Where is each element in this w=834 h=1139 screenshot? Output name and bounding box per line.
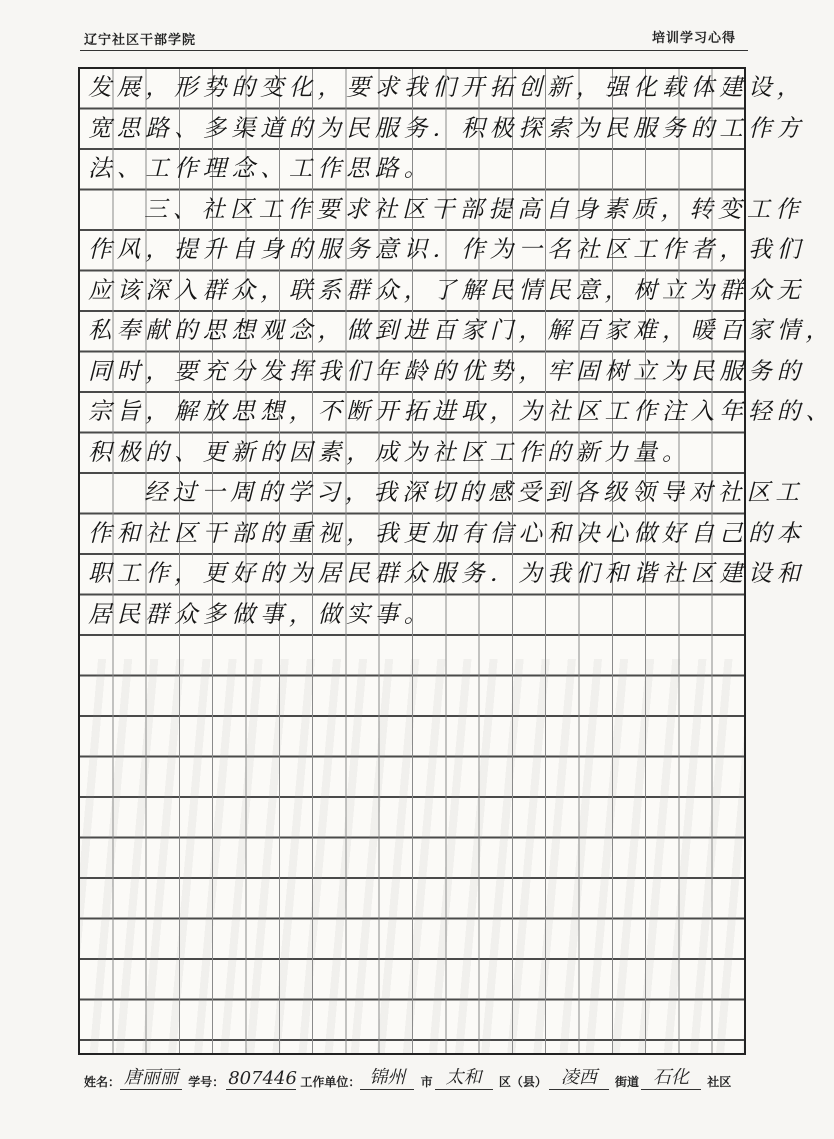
header-school-name: 辽宁社区干部学院 (84, 33, 197, 48)
header-divider (80, 50, 748, 51)
district-value: 太和 (435, 1063, 493, 1090)
text-line: 发展，形势的变化，要求我们开拓创新，强化载体建设， (88, 73, 806, 101)
text-line: 宗旨，解放思想，不断开拓进取，为社区工作注入年轻的、 (88, 397, 834, 425)
id-label: 学号： (188, 1075, 225, 1089)
text-line: 三、社区工作要求社区干部提高自身素质，转变工作 (144, 194, 805, 223)
district-label: 区（县） (498, 1075, 547, 1089)
community-label: 社区 (707, 1075, 732, 1089)
handwritten-text (88, 69, 834, 636)
text-line: 同时，要充分发挥我们年龄的优势，牢固树立为民服务的 (88, 356, 806, 385)
student-info-footer (84, 1063, 764, 1090)
text-line: 积极的、更新的因素，成为社区工作的新力量。 (88, 437, 691, 466)
community-value: 石化 (641, 1063, 701, 1090)
city-label: 市 (420, 1075, 433, 1089)
id-value: 807446 (228, 1068, 297, 1089)
name-value: 唐丽丽 (120, 1063, 182, 1090)
ruled-writing-sheet (78, 67, 834, 1055)
text-line: 居民群众多做事，做实事。 (88, 599, 433, 628)
text-line: 应该深入群众，联系群众，了解民情民意，树立为群众无 (88, 275, 806, 304)
text-line: 经过一周的学习，我深切的感受到各级领导对社区工 (144, 478, 805, 506)
unit-label: 工作单位： (300, 1075, 361, 1089)
name-label: 姓名： (84, 1075, 121, 1089)
text-line: 私奉献的思想观念，做到进百家门，解百家难，暖百家情， (88, 316, 834, 344)
text-line: 职工作，更好的为居民群众服务．为我们和谐社区建设和 (88, 559, 806, 587)
text-line: 宽思路、多渠道的为民服务．积极探索为民服务的工作方 (88, 113, 806, 142)
city-value: 锦州 (360, 1063, 414, 1090)
header-document-type: 培训学习心得 (651, 31, 736, 46)
street-value: 凌西 (549, 1063, 609, 1090)
street-label: 街道 (615, 1075, 640, 1089)
text-line: 作风，提升自身的服务意识．作为一名社区工作者，我们 (88, 235, 806, 263)
text-line: 作和社区干部的重视，我更加有信心和决心做好自己的本 (88, 518, 806, 547)
text-line: 法、工作理念、工作思路。 (88, 154, 433, 182)
bleed-through-shadow (80, 659, 744, 1053)
